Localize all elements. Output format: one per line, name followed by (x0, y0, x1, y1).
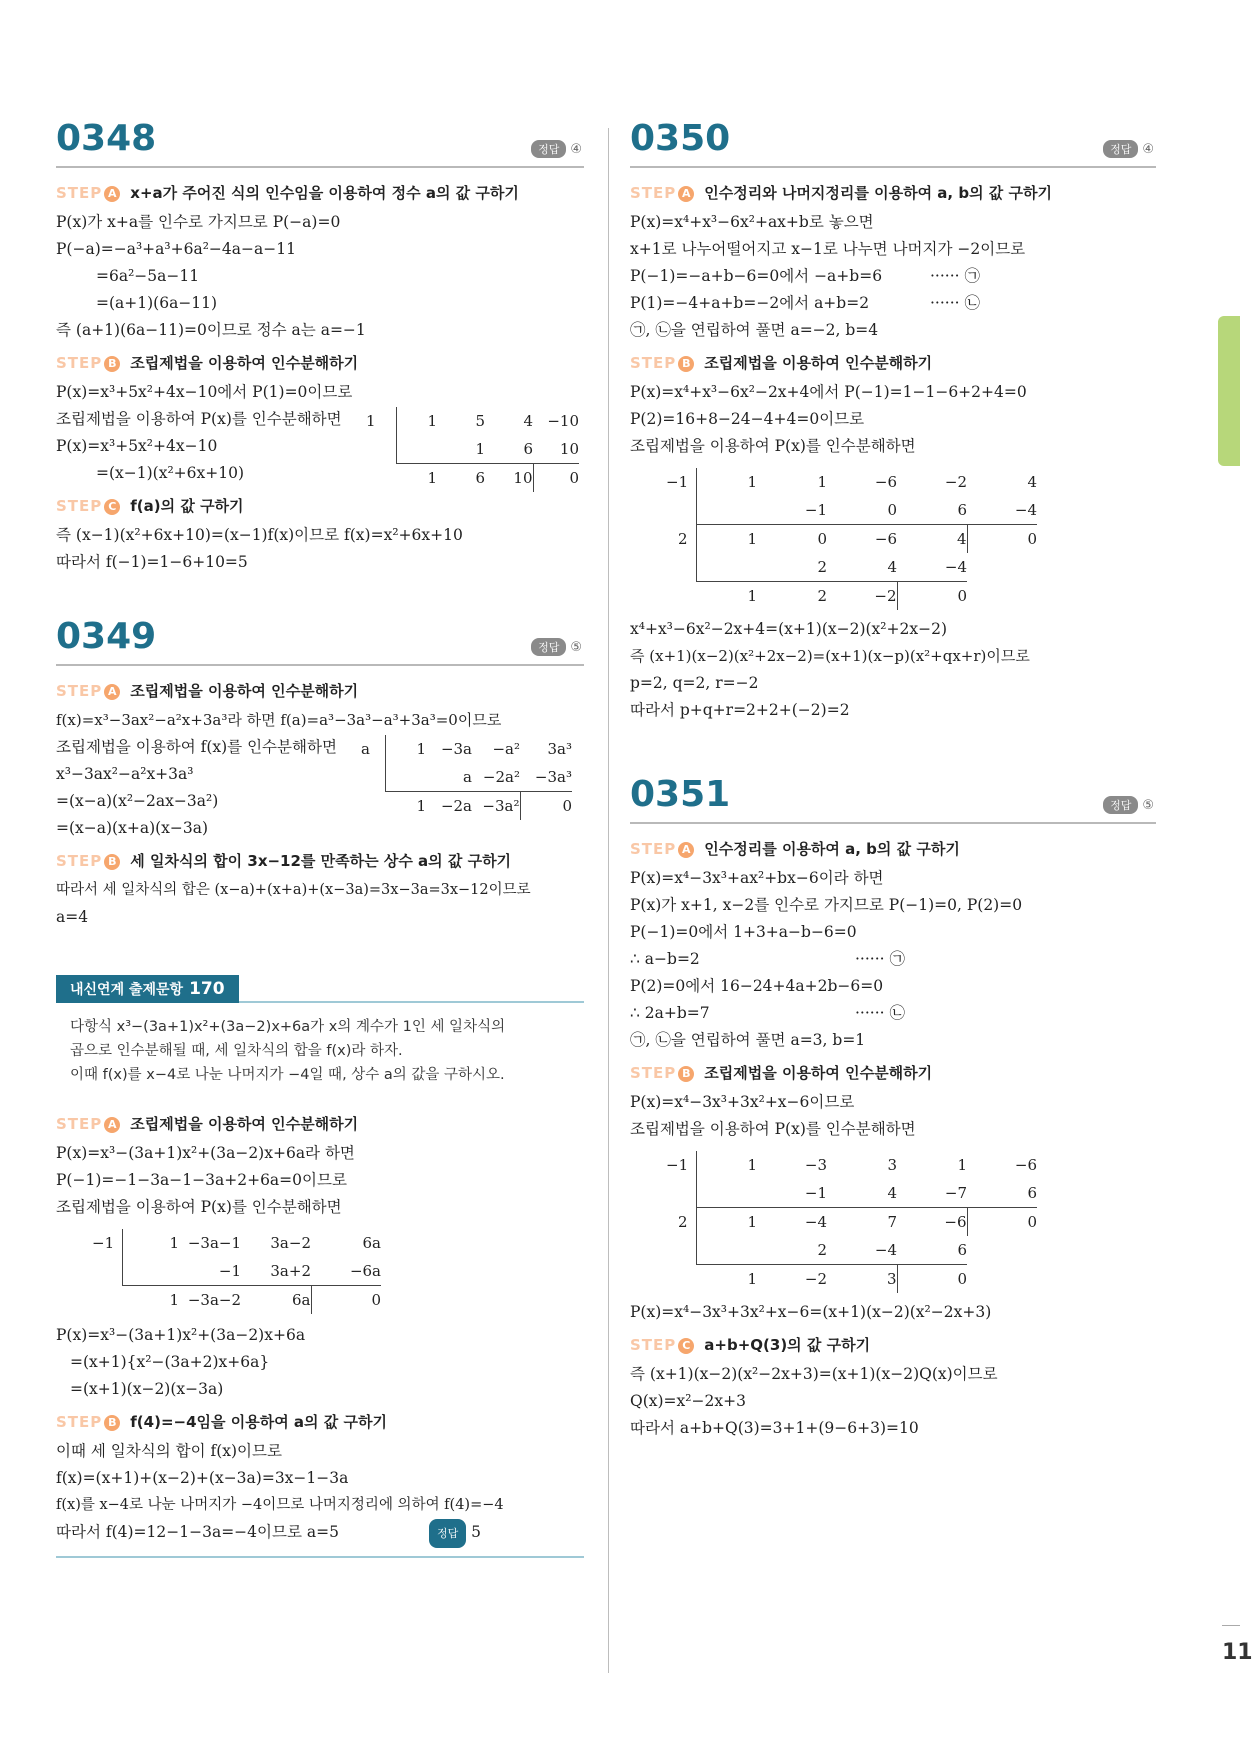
step-tag: STEP (56, 852, 103, 870)
question-line: 이때 f(x)를 x−4로 나눈 나머지가 −4일 때, 상수 a의 값을 구하시오. (70, 1067, 505, 1083)
solution-line: P(x)=x³−(3a+1)x²+(3a−2)x+6a라 하면 (56, 1144, 355, 1162)
solution-line: =(a+1)(6a−11) (96, 294, 218, 312)
step-title: 인수정리와 나머지정리를 이용하여 a, b의 값 구하기 (704, 184, 1052, 202)
section-gap (56, 576, 584, 616)
solution-line: 이때 세 일차식의 합이 f(x)이므로 (56, 1442, 282, 1460)
step-heading (630, 182, 1156, 203)
solution-line: 즉 (x−1)(x²+6x+10)=(x−1)f(x)이므로 f(x)=x²+6x+10 (56, 526, 463, 544)
sd-cell: 1 (697, 582, 758, 611)
sd-cell: 3 (827, 1265, 897, 1294)
sd-root: 1 (366, 412, 376, 430)
sd-cell: −2 (757, 1265, 827, 1294)
step-letter-icon: B (678, 356, 694, 372)
solution-line (630, 1000, 1156, 1027)
related-bottom-rule (56, 1556, 584, 1558)
sd-cell: 0 (757, 525, 827, 554)
related-number: 170 (189, 979, 225, 999)
solution-line: f(x)를 x−4로 나눈 나머지가 −4이므로 나머지정리에 의하여 f(4)=−4 (56, 1497, 504, 1513)
step-tag: STEP (56, 1413, 103, 1431)
final-line-text: 따라서 f(4)=12−1−3a=−4이므로 a=5 (56, 1523, 339, 1541)
equation-text: ∴ 2a+b=7 (630, 1004, 710, 1022)
sd-cell: 1 (123, 1286, 180, 1315)
problem-header (630, 118, 1156, 168)
step-letter-icon: B (104, 854, 120, 870)
step-tag: STEP (56, 497, 103, 515)
final-answer-badge: 정답 (429, 1519, 466, 1548)
sd-remainder: 0 (897, 1265, 967, 1294)
step-tag: STEP (56, 682, 103, 700)
sd-root: −1 (666, 1156, 689, 1174)
question-line: 다항식 x³−(3a+1)x²+(3a−2)x+6a가 x의 계수가 1인 세 일차식의 (70, 1019, 506, 1035)
step-letter-icon: A (104, 684, 120, 700)
sd-cell (386, 763, 427, 792)
solution-line: x+1로 나누어떨어지고 x−1로 나누면 나머지가 −2이므로 (630, 240, 1026, 258)
left-column (56, 118, 584, 1558)
solution-line: ㉠, ㉡을 연립하여 풀면 a=3, b=1 (630, 1031, 866, 1049)
sd-cell: −3 (804, 1156, 827, 1174)
step-title: 조립제법을 이용하여 인수분해하기 (130, 682, 359, 700)
sd-cell (967, 553, 1037, 582)
step-letter-icon: A (104, 186, 120, 202)
step-b-body (56, 379, 584, 487)
sd-cell: −2a (426, 792, 472, 821)
solution-line: 즉 (x+1)(x−2)(x²−2x+3)=(x+1)(x−2)Q(x)이므로 (630, 1365, 998, 1383)
solution-line: 따라서 p+q+r=2+2+(−2)=2 (630, 701, 850, 719)
answer-value: ⑤ (570, 640, 582, 655)
step-letter-icon: A (104, 1117, 120, 1133)
sd-cell: −1 (804, 501, 827, 519)
page-number-rule (1222, 1625, 1240, 1626)
sd-cell: 3 (887, 1156, 897, 1174)
column-divider (608, 128, 609, 1673)
sd-cell: 1 (475, 440, 485, 458)
sd-cell: −a² (492, 740, 520, 758)
solution-line: P(−1)=0에서 1+3+a−b−6=0 (630, 923, 857, 941)
step-letter-icon: C (104, 499, 120, 515)
sd-cell (967, 1236, 1037, 1265)
sd-cell: −3a (440, 740, 472, 758)
question-line: 곱으로 인수분해될 때, 세 일차식의 합을 f(x)라 하자. (70, 1043, 403, 1059)
sd-remainder: 0 (897, 582, 967, 611)
problem-number: 0348 (56, 118, 157, 159)
solution-line: x³−3ax²−a²x+3a³ (56, 765, 194, 783)
answer-badge: 정답 (531, 140, 566, 158)
solution-line: 조립제법을 이용하여 P(x)를 인수분해하면 (56, 1198, 342, 1216)
problem-number: 0350 (630, 118, 731, 159)
sd-cell: 4 (523, 412, 533, 430)
problem-header (630, 774, 1156, 824)
sd-cell: −10 (547, 412, 579, 430)
sd-remainder: 0 (520, 792, 572, 821)
sd-cell (697, 553, 758, 582)
solution-line: 조립제법을 이용하여 P(x)를 인수분해하면 (56, 410, 342, 428)
step-letter-icon: B (678, 1066, 694, 1082)
step-a-body (56, 707, 584, 842)
sd-cell: 1 (957, 1156, 967, 1174)
solution-line: =(x−a)(x²−2ax−3a²) (56, 792, 219, 810)
solution-line: f(x)=(x+1)+(x−2)+(x−3a)=3x−1−3a (56, 1469, 349, 1487)
solution-line: 조립제법을 이용하여 P(x)를 인수분해하면 (630, 437, 916, 455)
problem-number: 0349 (56, 616, 157, 657)
step-heading (630, 838, 1156, 859)
step-tag: STEP (630, 184, 677, 202)
solution-line (630, 263, 1156, 290)
problem-number: 0351 (630, 774, 731, 815)
sd-cell: 1 (386, 735, 427, 763)
page-number: 11 (1222, 1640, 1253, 1665)
step-heading (56, 182, 584, 203)
sd-cell: 1 (397, 407, 438, 435)
step-title: x+a가 주어진 식의 인수임을 이용하여 정수 a의 값 구하기 (130, 184, 519, 202)
sd-cell: 1 (697, 1208, 758, 1237)
sd-root: a (361, 740, 370, 758)
sd-root: 2 (678, 1212, 688, 1231)
right-column (630, 118, 1156, 1442)
step-tag: STEP (56, 354, 103, 372)
sd-cell: 1 (697, 468, 758, 496)
equation-mark: ······ ㉡ (930, 294, 980, 312)
sd-cell: 0 (887, 501, 897, 519)
solution-line: P(2)=16+8−24−4+4=0이므로 (630, 410, 865, 428)
solution-line: a=4 (56, 908, 89, 926)
sd-cell: −4 (874, 1241, 897, 1259)
step-title: 조립제법을 이용하여 인수분해하기 (704, 354, 933, 372)
problem-0349 (56, 616, 584, 931)
sd-cell: a (463, 768, 472, 786)
step-tag: STEP (56, 1115, 103, 1133)
step-title: f(4)=−4임을 이용하여 a의 값 구하기 (130, 1413, 387, 1431)
sd-cell: −4 (944, 558, 967, 576)
problem-header (56, 616, 584, 666)
final-answer-value: 5 (471, 1523, 482, 1541)
solution-line: Q(x)=x²−2x+3 (630, 1392, 746, 1410)
step-heading (56, 1411, 584, 1432)
sd-cell: −7 (944, 1184, 967, 1202)
sd-cell: −2a² (482, 768, 520, 786)
step-heading (56, 680, 584, 701)
sd-cell: 2 (817, 558, 827, 576)
synthetic-division-table (666, 1151, 1037, 1293)
sd-cell: 3a+2 (270, 1262, 311, 1280)
sd-root: 2 (678, 529, 688, 548)
sd-remainder: 0 (533, 464, 579, 493)
answer-indicator (531, 140, 582, 158)
problem-0348 (56, 118, 584, 576)
step-heading (56, 352, 584, 373)
step-tag: STEP (630, 354, 677, 372)
sd-cell: 4 (897, 525, 967, 554)
step-letter-icon: A (678, 186, 694, 202)
sd-root: −1 (666, 473, 689, 491)
equation-text: P(1)=−4+a+b=−2에서 a+b=2 (630, 294, 870, 312)
solution-line: P(x)=x³−(3a+1)x²+(3a−2)x+6a (56, 1326, 306, 1344)
related-title (56, 975, 239, 1003)
answer-badge: 정답 (1103, 796, 1138, 814)
equation-mark: ······ ㉠ (855, 950, 905, 968)
sd-cell: 1 (397, 464, 438, 493)
step-title: 조립제법을 이용하여 인수분해하기 (704, 1064, 933, 1082)
solution-line: x⁴+x³−6x²−2x+4=(x+1)(x−2)(x²+2x−2) (630, 620, 947, 638)
sd-cell: 6 (437, 464, 485, 493)
equation-mark: ······ ㉠ (930, 267, 980, 285)
sd-remainder: 0 (967, 1208, 1037, 1237)
step-title: f(a)의 값 구하기 (130, 497, 244, 515)
sd-cell: 5 (475, 412, 485, 430)
synthetic-division-table (366, 407, 579, 492)
solution-line: ㉠, ㉡을 연립하여 풀면 a=−2, b=4 (630, 321, 879, 339)
solution-line: f(x)=x³−3ax²−a²x+3a³라 하면 f(a)=a³−3a³−a³+3a³=0이므로 (56, 711, 502, 729)
sd-cell: 6 (1027, 1184, 1037, 1202)
step-tag: STEP (56, 184, 103, 202)
step-title: 조립제법을 이용하여 인수분해하기 (130, 1115, 359, 1133)
step-letter-icon: C (678, 1338, 694, 1354)
sd-cell: 10 (485, 464, 533, 493)
step-tag: STEP (630, 840, 677, 858)
answer-indicator (531, 638, 582, 656)
answer-value: ④ (570, 142, 582, 157)
answer-value: ④ (1142, 142, 1154, 157)
answer-badge: 정답 (1103, 140, 1138, 158)
sd-cell: 4 (887, 558, 897, 576)
sd-cell: 4 (1027, 473, 1037, 491)
step-heading (630, 1334, 1156, 1355)
sd-root: −1 (92, 1234, 115, 1252)
step-letter-icon: B (104, 356, 120, 372)
sd-cell: 2 (817, 1241, 827, 1259)
related-question (56, 1003, 584, 1097)
sd-cell: −1 (218, 1262, 241, 1280)
chapter-side-tab (1218, 316, 1240, 466)
sd-cell: 3a³ (547, 740, 572, 758)
solution-line: 즉 (a+1)(6a−11)=0이므로 정수 a는 a=−1 (56, 321, 366, 339)
sd-cell: −3a−2 (179, 1286, 241, 1315)
solution-line (630, 946, 1156, 973)
sd-cell: 10 (559, 440, 579, 458)
solution-line: P(−a)=−a³+a³+6a²−4a−a−11 (56, 240, 296, 258)
answer-indicator (1103, 140, 1154, 158)
sd-cell (697, 1179, 758, 1208)
solution-line: 조립제법을 이용하여 f(x)를 인수분해하면 (56, 738, 337, 756)
step-heading (56, 1113, 584, 1134)
sd-cell: −2 (944, 473, 967, 491)
solution-line (56, 1519, 584, 1548)
solution-line: P(x)=x⁴+x³−6x²+ax+b로 놓으면 (630, 213, 874, 231)
sd-cell: 1 (386, 792, 427, 821)
sd-cell: 6a (362, 1234, 381, 1252)
solution-line (630, 290, 1156, 317)
answer-indicator (1103, 796, 1154, 814)
solution-line: P(x)가 x+a를 인수로 가지므로 P(−a)=0 (56, 213, 341, 231)
sd-cell: 3a−2 (270, 1234, 311, 1252)
solution-line: =(x−1)(x²+6x+10) (96, 464, 245, 482)
sd-cell: 7 (827, 1208, 897, 1237)
solution-line: 즉 (x+1)(x−2)(x²+2x−2)=(x+1)(x−p)(x²+qx+r)이므로 (630, 647, 1030, 665)
solution-line: =(x+1)(x−2)(x−3a) (70, 1380, 224, 1398)
sd-cell: −6 (827, 525, 897, 554)
equation-text: P(−1)=−a+b−6=0에서 −a+b=6 (630, 267, 883, 285)
sd-cell: −2 (827, 582, 897, 611)
problem-header (56, 118, 584, 168)
sd-cell: −4 (1014, 501, 1037, 519)
problem-0350 (630, 118, 1156, 724)
solution-line: P(x)=x³+5x²+4x−10에서 P(1)=0이므로 (56, 383, 353, 401)
solution-line: 따라서 a+b+Q(3)=3+1+(9−6+3)=10 (630, 1419, 919, 1437)
solution-line: =(x−a)(x+a)(x−3a) (56, 819, 209, 837)
solution-line: P(x)=x⁴−3x³+3x²+x−6이므로 (630, 1093, 855, 1111)
sd-cell: 1 (697, 525, 758, 554)
solution-line: 조립제법을 이용하여 P(x)를 인수분해하면 (630, 1120, 916, 1138)
sd-cell (123, 1257, 180, 1286)
solution-line: P(x)=x³+5x²+4x−10 (56, 437, 218, 455)
step-title: 인수정리를 이용하여 a, b의 값 구하기 (704, 840, 960, 858)
sd-cell: 1 (697, 1151, 758, 1179)
solution-line: P(x)=x⁴−3x³+ax²+bx−6이라 하면 (630, 869, 884, 887)
sd-cell (697, 1236, 758, 1265)
synthetic-division-table (666, 468, 1037, 610)
step-heading (630, 1062, 1156, 1083)
solution-line: P(x)가 x+1, x−2를 인수로 가지므로 P(−1)=0, P(2)=0 (630, 896, 1023, 914)
solution-line: =(x+1){x²−(3a+2)x+6a} (70, 1353, 270, 1371)
step-heading (56, 495, 584, 516)
sd-cell: −3a² (472, 792, 520, 821)
solution-line: P(−1)=−1−3a−1−3a+2+6a=0이므로 (56, 1171, 347, 1189)
step-heading (630, 352, 1156, 373)
equation-mark: ······ ㉡ (855, 1004, 905, 1022)
solution-line: =6a²−5a−11 (96, 267, 200, 285)
sd-cell: 6 (957, 1241, 967, 1259)
step-title: a+b+Q(3)의 값 구하기 (704, 1336, 871, 1354)
related-label: 내신연계 출제문항 (70, 982, 184, 998)
sd-cell: −3a−1 (187, 1234, 241, 1252)
synthetic-division-table (361, 735, 572, 820)
step-tag: STEP (630, 1064, 677, 1082)
sd-cell: 4 (887, 1184, 897, 1202)
step-tag: STEP (630, 1336, 677, 1354)
sd-cell: 2 (757, 582, 827, 611)
answer-value: ⑤ (1142, 798, 1154, 813)
solution-line: 따라서 세 일차식의 합은 (x−a)+(x+a)+(x−3a)=3x−3a=3x−12이므로 (56, 882, 531, 898)
sd-cell (697, 496, 758, 525)
solution-line: p=2, q=2, r=−2 (630, 674, 759, 692)
solution-line: 따라서 f(−1)=1−6+10=5 (56, 553, 248, 571)
sd-cell: −4 (757, 1208, 827, 1237)
step-title: 세 일차식의 합이 3x−12를 만족하는 상수 a의 값 구하기 (130, 852, 512, 870)
section-gap (630, 724, 1156, 774)
sd-cell: −6 (874, 473, 897, 491)
sd-cell: 6a (241, 1286, 311, 1315)
sd-cell: −6a (349, 1262, 381, 1280)
sd-cell: 6 (523, 440, 533, 458)
step-title: 조립제법을 이용하여 인수분해하기 (130, 354, 359, 372)
sd-cell: −1 (804, 1184, 827, 1202)
sd-cell: −6 (897, 1208, 967, 1237)
step-letter-icon: B (104, 1415, 120, 1431)
sd-remainder: 0 (967, 525, 1037, 554)
sd-cell: −3a³ (534, 768, 572, 786)
answer-badge: 정답 (531, 638, 566, 656)
step-heading (56, 850, 584, 871)
sd-cell: −6 (1014, 1156, 1037, 1174)
equation-text: ∴ a−b=2 (630, 950, 700, 968)
sd-cell (397, 435, 438, 464)
sd-cell: 1 (123, 1229, 180, 1257)
related-problem (56, 975, 584, 1558)
synthetic-division-table (92, 1229, 381, 1314)
solution-line: P(2)=0에서 16−24+4a+2b−6=0 (630, 977, 884, 995)
solution-line: P(x)=x⁴+x³−6x²−2x+4에서 P(−1)=1−1−6+2+4=0 (630, 383, 1027, 401)
step-letter-icon: A (678, 842, 694, 858)
solution-line: P(x)=x⁴−3x³+3x²+x−6=(x+1)(x−2)(x²−2x+3) (630, 1303, 992, 1321)
problem-0351 (630, 774, 1156, 1442)
sd-cell: 1 (817, 473, 827, 491)
sd-cell: 1 (697, 1265, 758, 1294)
sd-remainder: 0 (311, 1286, 381, 1315)
sd-cell: 6 (957, 501, 967, 519)
